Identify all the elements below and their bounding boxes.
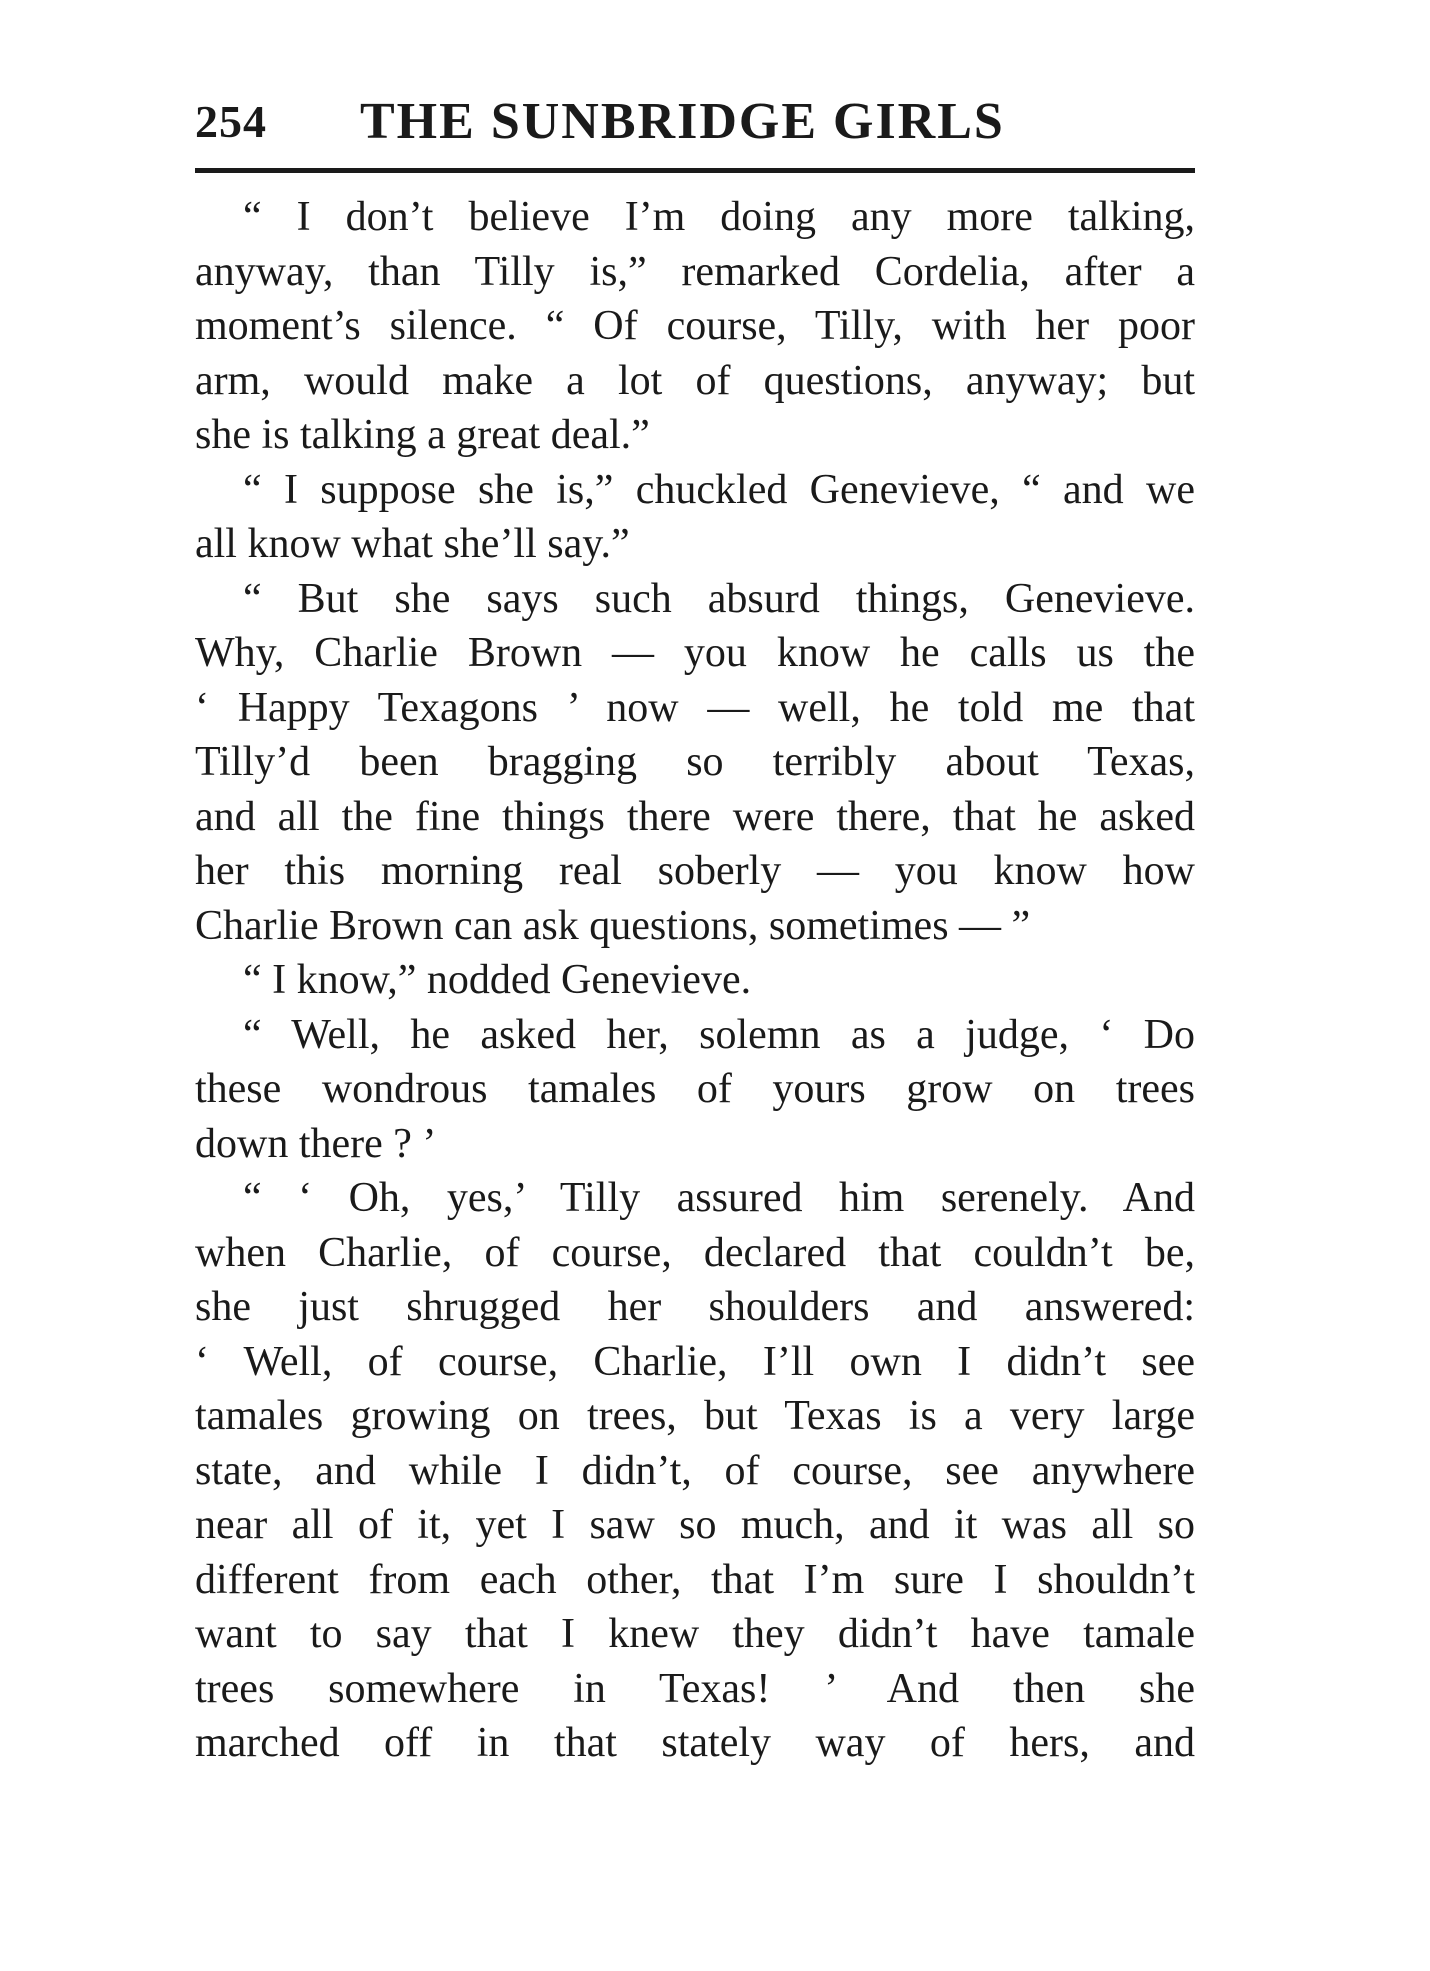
- text-line: she is talking a great deal.”: [195, 412, 650, 458]
- text-line: ‘ Well, of course, Charlie, I’ll own I didn’t see: [195, 1338, 1195, 1385]
- text-line: moment’s silence. “ Of course, Tilly, with her poor: [195, 303, 1195, 349]
- text-line: want to say that I knew they didn’t have tamale: [195, 1611, 1195, 1657]
- text-line: state, and while I didn’t, of course, see anywhere: [195, 1447, 1195, 1494]
- text-line: Why, Charlie Brown — you know he calls us the: [195, 630, 1195, 676]
- running-title: THE SUNBRIDGE GIRLS: [360, 93, 1005, 150]
- text-line: trees somewhere in Texas! ’ And then she: [195, 1665, 1195, 1712]
- text-line: Charlie Brown can ask questions, sometimes — ”: [195, 902, 1031, 949]
- text-line: “ But she says such absurd things, Genevieve.: [243, 575, 1195, 622]
- text-line: and all the fine things there were there, that he asked: [195, 793, 1195, 840]
- text-line: “ I suppose she is,” chuckled Genevieve, “ and we: [243, 466, 1195, 513]
- text-line: marched off in that stately way of hers, and: [195, 1720, 1195, 1766]
- text-line: arm, would make a lot of questions, anyway; but: [195, 357, 1195, 404]
- text-line: ‘ Happy Texagons ’ now — well, he told me that: [195, 684, 1195, 731]
- text-line: near all of it, yet I saw so much, and it was all so: [195, 1502, 1195, 1548]
- text-line: down there ? ’: [195, 1120, 437, 1167]
- text-line: her this morning real soberly — you know how: [195, 848, 1195, 894]
- text-line: when Charlie, of course, declared that couldn’t be,: [195, 1229, 1195, 1276]
- text-line: “ I know,” nodded Genevieve.: [243, 957, 752, 1003]
- text-line: different from each other, that I’m sure I shouldn’t: [195, 1556, 1195, 1603]
- header-rule: [195, 168, 1195, 173]
- page-number: 254: [195, 96, 267, 147]
- text-line: “ I don’t believe I’m doing any more talking,: [243, 194, 1195, 240]
- body-text: [195, 190, 1195, 1771]
- text-line: Tilly’d been bragging so terribly about Texas,: [195, 739, 1195, 785]
- text-line: “ ‘ Oh, yes,’ Tilly assured him serenely. And: [243, 1175, 1195, 1221]
- text-line: she just shrugged her shoulders and answered:: [195, 1284, 1195, 1330]
- text-line: all know what she’ll say.”: [195, 521, 630, 567]
- running-head: [195, 92, 1195, 172]
- text-line: anyway, than Tilly is,” remarked Cordelia, after a: [195, 248, 1195, 295]
- text-line: “ Well, he asked her, solemn as a judge, ‘ Do: [243, 1011, 1195, 1058]
- text-line: these wondrous tamales of yours grow on trees: [195, 1066, 1195, 1112]
- text-line: tamales growing on trees, but Texas is a very large: [195, 1393, 1195, 1439]
